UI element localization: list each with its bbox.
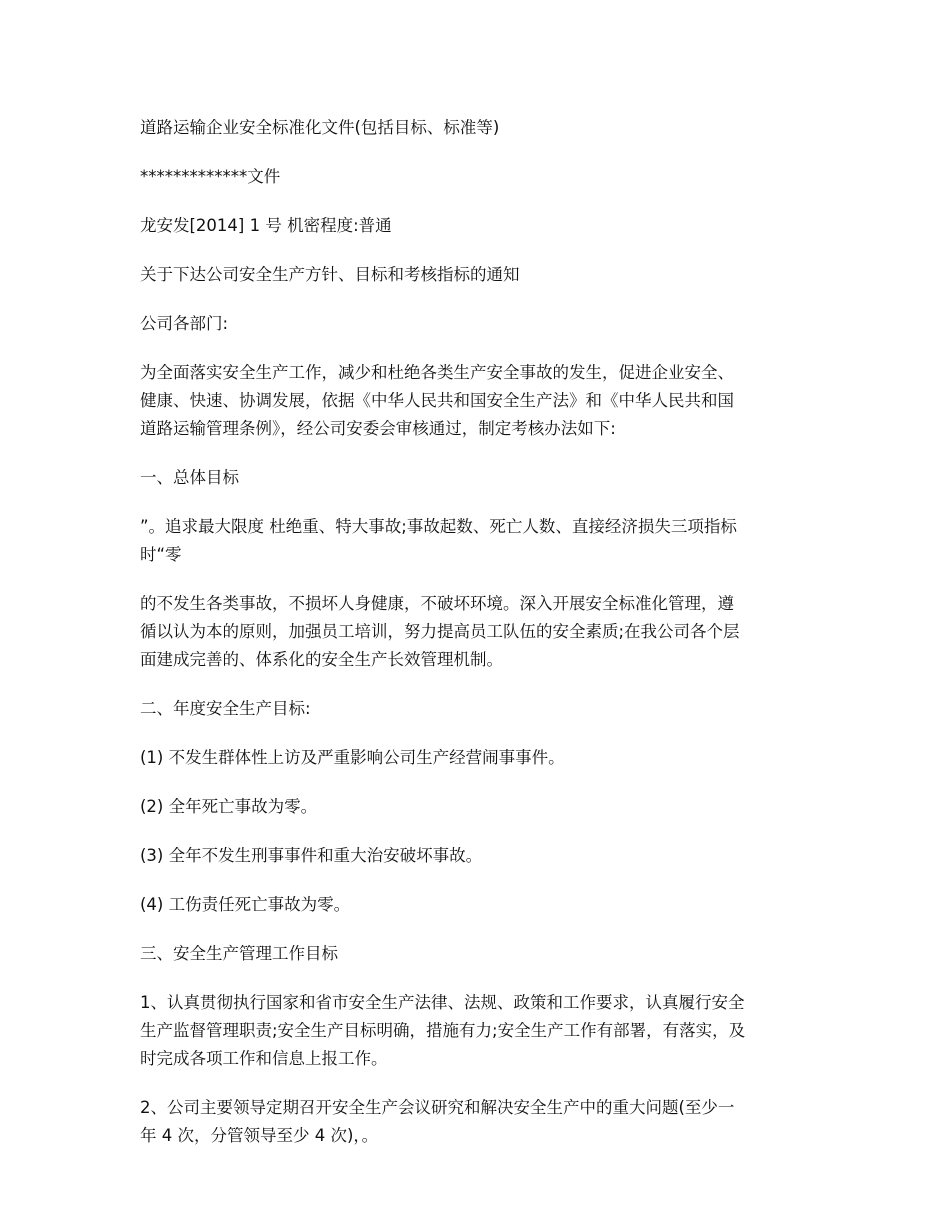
section3-item-1: [140, 989, 820, 1073]
intro-line: 道路运输管理条例》，经公司安委会审核通过，制定考核办法如下:: [140, 419, 616, 438]
salutation: 公司各部门:: [140, 314, 229, 333]
section1-heading: 一、总体目标: [140, 468, 239, 487]
section3-item-2-line: 2、公司主要领导定期召开安全生产会议研究和解决安全生产中的重大问题(至少一: [140, 1098, 735, 1117]
document-title: 道路运输企业安全标准化文件(包括目标、标准等): [140, 118, 500, 137]
section2-item-3: (3) 全年不发生刑事事件和重大治安破坏事故。: [140, 846, 483, 865]
section1-goal-text: ”。追求最大限度 杜绝重、特大事故;事故起数、死亡人数、直接经济损失三项指标: [140, 517, 737, 536]
intro-line: 健康、快速、协调发展，依据《中华人民共和国安全生产法》和《中华人民共和国: [140, 391, 734, 410]
header-line: *************文件: [140, 167, 281, 186]
document-number: 龙安发[2014] 1 号 机密程度:普通: [140, 216, 392, 235]
document-page: [140, 114, 820, 1150]
section1-body-line: 的不发生各类事故，不损坏人身健康，不破坏环境。深入开展安全标准化管理，遵: [140, 594, 734, 613]
section3-heading: 三、安全生产管理工作目标: [140, 944, 338, 963]
section1-body: [140, 590, 820, 674]
section3-item-2: [140, 1094, 820, 1150]
section2-item-1: (1) 不发生群体性上访及严重影响公司生产经营闹事事件。: [140, 748, 565, 767]
section3-item-2-line: 年 4 次，分管领导至少 4 次)，。: [140, 1126, 379, 1145]
section1-body-line: 循以认为本的原则，加强员工培训，努力提高员工队伍的安全素质;在我公司各个层: [140, 622, 740, 641]
section3-item-1-line: 1、认真贯彻执行国家和省市安全生产法律、法规、政策和工作要求，认真履行安全: [140, 993, 745, 1012]
notice-subject: 关于下达公司安全生产方针、目标和考核指标的通知: [140, 265, 520, 284]
section1-goal-text: 时“零: [140, 545, 182, 564]
section3-item-1-line: 生产监督管理职责;安全生产目标明确，措施有力;安全生产工作有部署，有落实，及: [140, 1021, 746, 1040]
section2-item-2: (2) 全年死亡事故为零。: [140, 797, 318, 816]
section1-body-line: 面建成完善的、体系化的安全生产长效管理机制。: [140, 650, 503, 669]
intro-line: 为全面落实安全生产工作，减少和杜绝各类生产安全事故的发生，促进企业安全、: [140, 363, 734, 382]
section1-goal-line: [140, 513, 820, 569]
section2-item-4: (4) 工伤责任死亡事故为零。: [140, 895, 351, 914]
intro-paragraph: [140, 359, 820, 443]
section3-item-1-line: 时完成各项工作和信息上报工作。: [140, 1049, 388, 1068]
section2-heading: 二、年度安全生产目标:: [140, 699, 311, 718]
